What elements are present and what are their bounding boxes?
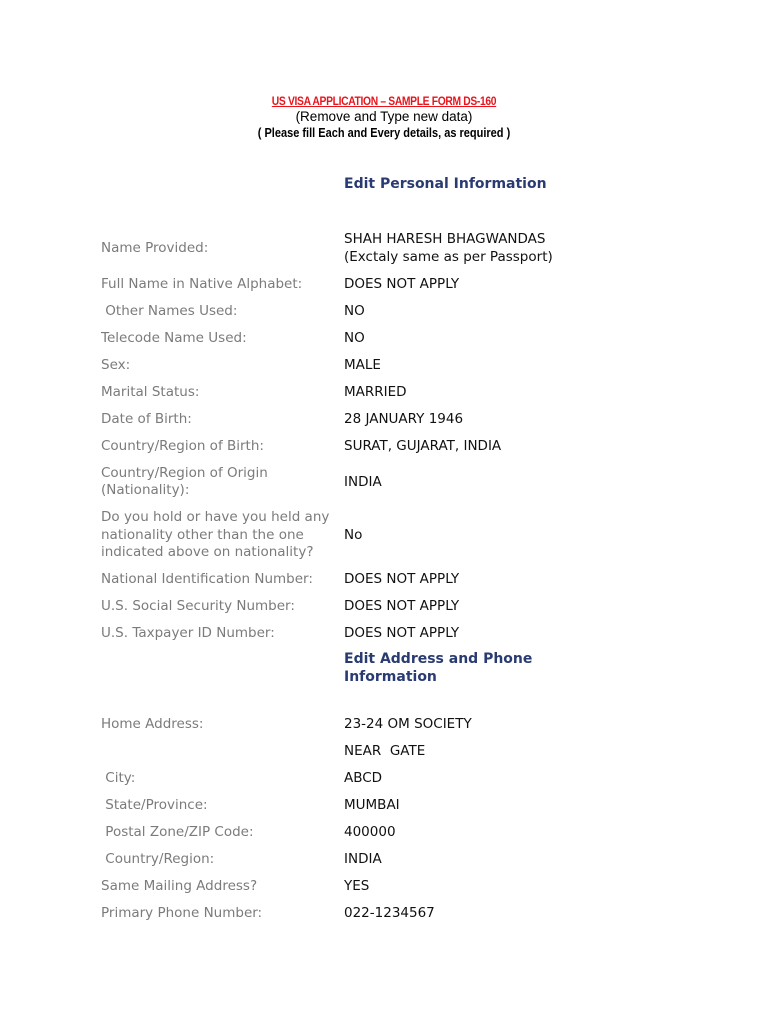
address-info-heading-line-1: Edit Address and Phone — [344, 651, 533, 667]
nationality-value: INDIA — [344, 474, 382, 490]
postal-code-label: Postal Zone/ZIP Code: — [101, 824, 254, 840]
sex-label: Sex: — [101, 357, 131, 373]
primary-phone-value: 022-1234567 — [344, 905, 435, 921]
ssn-value: DOES NOT APPLY — [344, 598, 460, 614]
marital-status-label: Marital Status: — [101, 384, 200, 400]
date-of-birth-label: Date of Birth: — [101, 411, 192, 427]
marital-status-value: MARRIED — [344, 384, 407, 400]
form-title: US VISA APPLICATION – SAMPLE FORM DS-160 — [271, 94, 497, 108]
telecode-name-value: NO — [344, 330, 365, 346]
country-of-birth-label: Country/Region of Birth: — [101, 438, 264, 454]
name-provided-note: (Exctaly same as per Passport) — [344, 249, 553, 265]
other-names-label: Other Names Used: — [101, 303, 238, 319]
form-subtitle: (Remove and Type new data) — [295, 109, 473, 124]
state-label: State/Province: — [101, 797, 208, 813]
other-nationality-label-line-3: indicated above on nationality? — [101, 544, 314, 560]
nationality-label-line-2: (Nationality): — [101, 482, 190, 498]
name-provided-label: Name Provided: — [101, 240, 209, 256]
national-id-value: DOES NOT APPLY — [344, 571, 460, 587]
national-id-label: National Identification Number: — [101, 571, 313, 587]
mailing-address-label: Same Mailing Address? — [101, 878, 258, 894]
taxpayer-id-value: DOES NOT APPLY — [344, 625, 460, 641]
date-of-birth-value: 28 JANUARY 1946 — [344, 411, 464, 427]
city-label: City: — [101, 770, 136, 786]
telecode-name-label: Telecode Name Used: — [101, 330, 247, 346]
sex-value: MALE — [344, 357, 381, 373]
ssn-label: U.S. Social Security Number: — [101, 598, 295, 614]
taxpayer-id-label: U.S. Taxpayer ID Number: — [101, 625, 275, 641]
postal-code-value: 400000 — [344, 824, 396, 840]
other-nationality-label-line-2: nationality other than the one — [101, 527, 304, 543]
state-value: MUMBAI — [344, 797, 400, 813]
country-region-value: INDIA — [344, 851, 382, 867]
other-names-value: NO — [344, 303, 365, 319]
mailing-address-value: YES — [344, 878, 370, 894]
native-name-label: Full Name in Native Alphabet: — [101, 276, 303, 292]
nationality-label-line-1: Country/Region of Origin — [101, 465, 268, 481]
primary-phone-label: Primary Phone Number: — [101, 905, 263, 921]
native-name-value: DOES NOT APPLY — [344, 276, 460, 292]
name-provided-value: SHAH HARESH BHAGWANDAS — [344, 231, 546, 247]
home-address-label: Home Address: — [101, 716, 204, 732]
city-value: ABCD — [344, 770, 383, 786]
country-of-birth-value: SURAT, GUJARAT, INDIA — [344, 438, 502, 454]
home-address-line-2: NEAR GATE — [344, 743, 426, 759]
country-region-label: Country/Region: — [101, 851, 215, 867]
personal-info-heading: Edit Personal Information — [344, 176, 547, 192]
address-info-heading-line-2: Information — [344, 669, 437, 685]
home-address-line-1: 23-24 OM SOCIETY — [344, 716, 472, 732]
other-nationality-value: No — [344, 527, 363, 543]
form-instruction: ( Please fill Each and Every details, as required ) — [257, 126, 511, 140]
other-nationality-label-line-1: Do you hold or have you held any — [101, 509, 330, 525]
